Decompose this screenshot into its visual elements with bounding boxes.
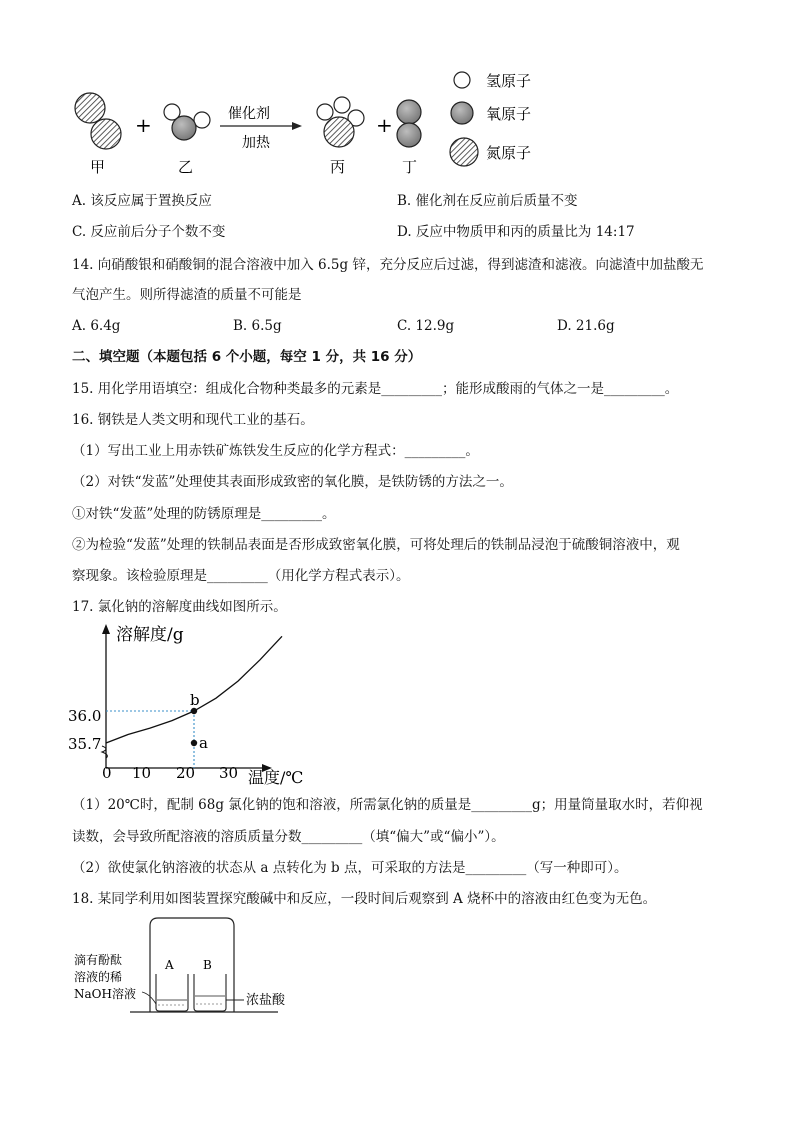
beaker-b-label: B [203,958,212,972]
nitrogen-atom-icon [450,138,478,166]
x-tick-2: 20 [176,764,196,782]
arrow-head-icon [292,122,302,130]
x-tick-1: 10 [132,764,152,782]
molecule-bing [317,97,364,147]
beaker-a-label: A [165,958,174,972]
hcl-label: 浓盐酸 [246,993,286,1008]
point-a-label: a [199,734,208,752]
q18-stem: 18. 某同学利用如图装置探究酸碱中和反应，一段时间后观察到 A 烧杯中的溶液由红色变为无色。 [72,891,657,907]
q14-option-c: C. 12.9g [397,318,455,334]
q15-text: 15. 用化学用语填空：组成化合物种类最多的元素是_________；能形成酸雨的气体之一是_________。 [72,381,679,397]
y-tick-36: 36.0 [68,707,102,725]
q16-part2: （2）对铁“发蓝”处理使其表面形成致密的氧化膜，是铁防锈的方法之一。 [72,474,513,490]
legend-nitrogen: 氮原子 [486,144,532,162]
q14-option-a: A. 6.4g [72,318,121,334]
plus-sign-2: + [376,113,393,137]
q13-option-a: A. 该反应属于置换反应 [72,193,212,209]
label-yi: 乙 [178,158,194,176]
q13-option-d: D. 反应中物质甲和丙的质量比为 14:17 [397,224,635,240]
q17-stem: 17. 氯化钠的溶解度曲线如图所示。 [72,599,287,615]
legend-hydrogen: 氢原子 [486,72,532,90]
plus-sign-1: + [135,113,152,137]
y-tick-35-7: 35.7 [68,735,102,753]
left-pointer [142,992,156,1004]
apparatus-diagram [68,912,308,1022]
q14-stem-line1: 14. 向硝酸银和硝酸铜的混合溶液中加入 6.5g 锌，充分反应后过滤，得到滤渣和滤液。向滤渣中加盐酸无 [72,257,704,273]
x-axis-label: 温度/℃ [248,768,304,787]
y-axis-label: 溶解度/g [116,625,184,645]
naoh-label-line2: 溶液的稀 [74,970,123,984]
molecule-yi [164,104,210,140]
x-tick-3: 30 [219,764,239,782]
q14-stem-line2: 气泡产生。则所得滤渣的质量不可能是 [72,287,302,303]
reaction-diagram [60,62,620,247]
bell-jar [150,918,234,1012]
q14-option-b: B. 6.5g [233,318,282,334]
q16-part1: （1）写出工业上用赤铁矿炼铁发生反应的化学方程式：_________。 [72,443,479,459]
x-tick-0: 0 [102,764,112,782]
label-ding: 丁 [402,158,418,176]
q17-part1-line2: 读数，会导致所配溶液的溶质质量分数_________（填“偏大”或“偏小”）。 [72,829,505,845]
q16-sub1: ①对铁“发蓝”处理的防锈原理是_________。 [72,506,336,522]
legend-oxygen: 氧原子 [486,105,532,123]
naoh-label-line3: NaOH溶液 [74,987,136,1001]
q14-option-d: D. 21.6g [557,318,615,334]
beaker-a [156,974,188,1011]
q16-stem: 16. 钢铁是人类文明和现代工业的基石。 [72,412,314,428]
q13-option-b: B. 催化剂在反应前后质量不变 [397,193,578,209]
catalyst-label: 催化剂 [228,106,270,122]
q16-sub2-line2: 察现象。该检验原理是_________（用化学方程式表示）。 [72,568,410,584]
naoh-label-line1: 滴有酚酞 [74,953,123,967]
legend [450,72,531,166]
point-b-label: b [190,691,200,709]
solubility-curve [106,636,282,743]
q13-option-c: C. 反应前后分子个数不变 [72,224,226,240]
q16-sub2-line1: ②为检验“发蓝”处理的铁制品表面是否形成致密氧化膜，可将处理后的铁制品浸泡于硫酸铜溶液中，观 [72,537,680,553]
point-a [191,740,197,746]
q17-part1-line1: （1）20℃时，配制 68g 氯化钠的饱和溶液，所需氯化钠的质量是_________g；用量筒量取水时，若仰视 [72,797,703,813]
hydrogen-atom-icon [454,72,470,88]
solubility-chart [68,618,328,788]
heating-label: 加热 [242,135,270,151]
oxygen-atom-icon [451,102,473,124]
section-heading: 二、填空题（本题包括 6 个小题，每空 1 分，共 16 分） [72,349,422,365]
label-bing: 丙 [330,158,346,176]
molecule-jia [75,93,121,149]
q17-part2: （2）欲使氯化钠溶液的状态从 a 点转化为 b 点，可采取的方法是_________（写一种即可）。 [72,860,628,876]
y-axis-arrow-icon [102,624,110,634]
label-jia: 甲 [90,158,106,176]
beaker-b [194,974,226,1011]
molecule-ding [397,100,421,147]
